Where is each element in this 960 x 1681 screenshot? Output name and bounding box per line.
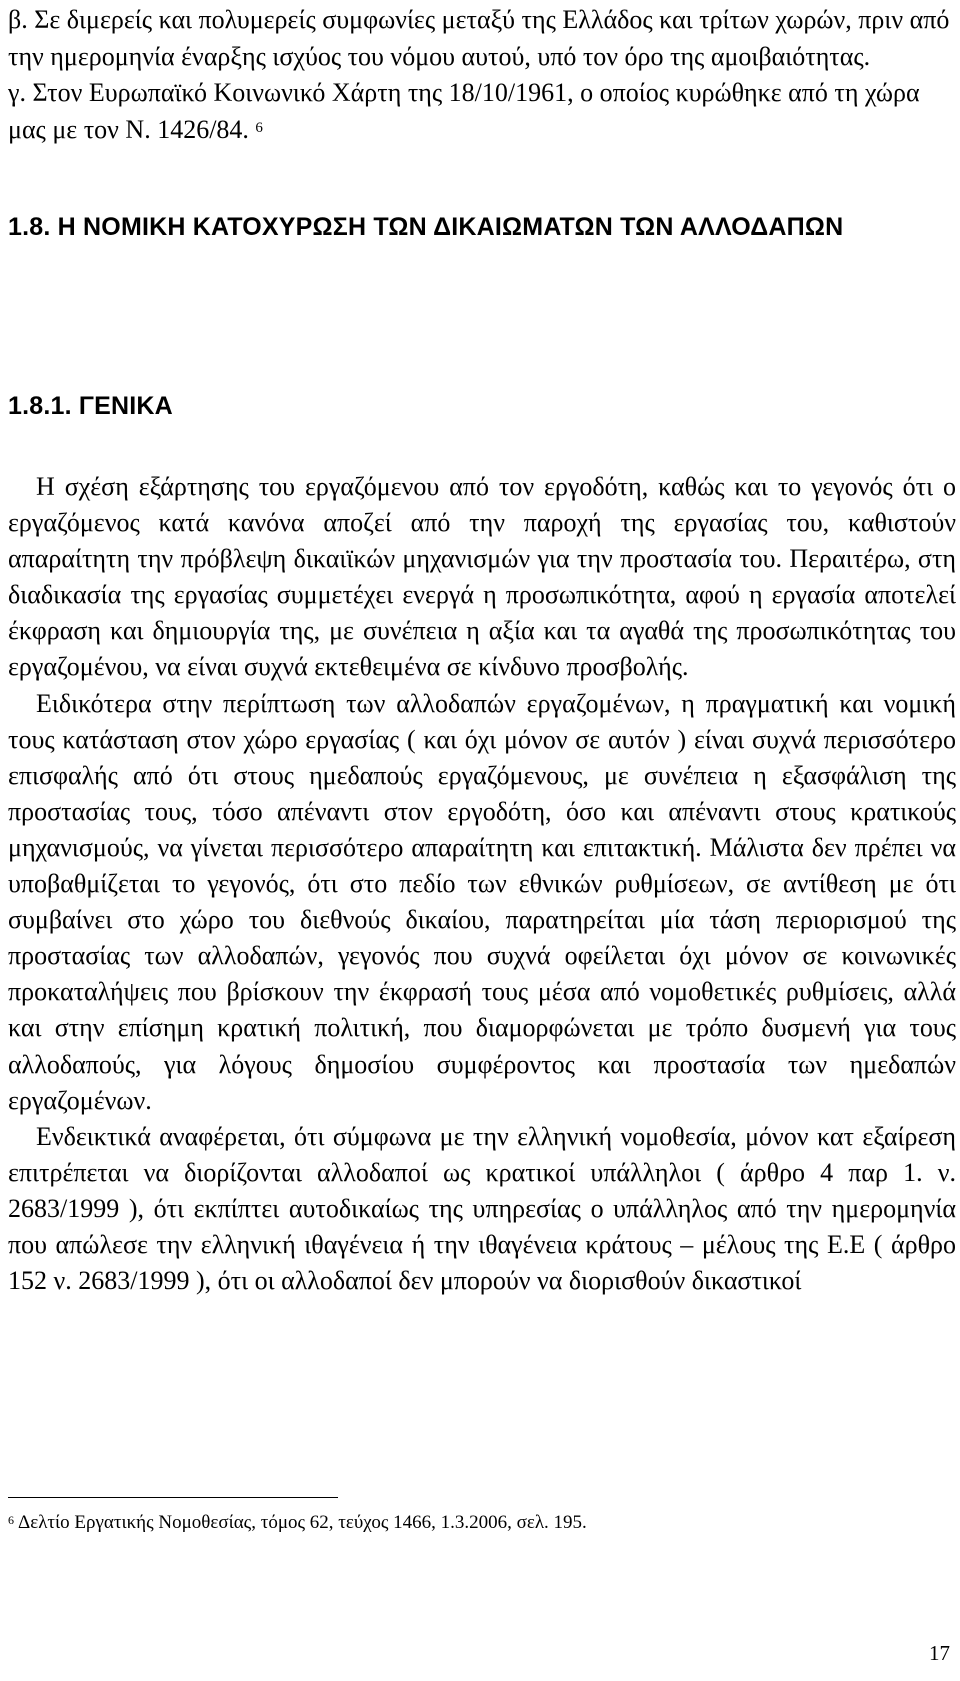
list-block — [8, 0, 956, 148]
subsection-heading: 1.8.1. ΓΕΝΙΚΑ — [8, 392, 173, 420]
list-item-c-text: γ. Στον Ευρωπαϊκό Κοινωνικό Χάρτη της 18/10/1961, ο οποίος κυρώθηκε από τη χώρα μας με τον Ν. 1426/84. — [8, 78, 920, 144]
document-page — [8, 0, 956, 1665]
paragraph-1: Η σχέση εξάρτησης του εργαζόμενου από τον εργοδότη, καθώς και το γεγονός ότι ο εργαζόμενος κατά κανόνα αποζεί από την παροχή της εργασίας του, καθιστούν απαραίτητη την πρόβλεψη δικαιϊκών μηχανισμών για την προστασία του. Περαιτέρω, στη διαδικασία της εργασίας συμμετέχει ενεργά η προσωπικότητα, αφού η εργασία αποτελεί έκφραση και δημιουργία της, με συνέπεια η αξία και τα αγαθά της προσωπικότητας του εργαζομένου, να είναι συχνά εκτεθειμένα σε κίνδυνο προσβολής. — [8, 472, 956, 682]
footnote-divider — [8, 1497, 338, 1498]
footnote — [8, 1510, 587, 1536]
page-number: 17 — [929, 1641, 950, 1665]
body-text — [8, 469, 956, 1299]
footnote-reference[interactable]: 6 — [255, 119, 263, 136]
paragraph-3: Ενδεικτικά αναφέρεται, ότι σύμφωνα με την ελληνική νομοθεσία, μόνον κατ εξαίρεση επιτρέπεται να διορίζονται αλλοδαποί ως κρατικοί υπάλληλοι ( άρθρο 4 παρ 1. ν. 2683/1999 ), ότι εκπίπτει αυτοδικαίως της υπηρεσίας ο υπάλληλος από την ημερομηνία που απώλεσε την ελληνική ιθαγένεια ή την ιθαγένεια κράτους – μέλους της Ε.Ε ( άρθρο 152 ν. 2683/1999 ), ότι οι αλλοδαποί δεν μπορούν να διορισθούν δικαστικοί — [8, 1121, 956, 1296]
footnote-text: Δελτίο Εργατικής Νομοθεσίας, τόμος 62, τεύχος 1466, 1.3.2006, σελ. 195. — [18, 1512, 587, 1533]
section-heading: 1.8. Η ΝΟΜΙΚΗ ΚΑΤΟΧΥΡΩΣΗ ΤΩΝ ΔΙΚΑΙΩΜΑΤΩΝ ΤΩΝ ΑΛΛΟΔΑΠΩΝ — [8, 213, 844, 241]
list-item-b-text: β. Σε διμερείς και πολυμερείς συμφωνίες μεταξύ της Ελλάδος και τρίτων χωρών, πριν από την ημερομηνία έναρξης ισχύος του νόμου αυτού, υπό τον όρο της αμοιβαιότητας. — [8, 5, 950, 71]
list-item-b — [8, 2, 956, 75]
list-item-c — [8, 75, 956, 148]
footnote-number: 6 — [8, 1513, 14, 1527]
paragraph-2: Ειδικότερα στην περίπτωση των αλλοδαπών εργαζομένων, η πραγματική και νομική τους κατάσταση στον χώρο εργασίας ( και όχι μόνον σε αυτόν ) είναι συχνά περισσότερο επισφαλής από ότι στους ημεδαπούς εργαζόμενους, με συνέπεια η εξασφάλιση της προστασίας τους, τόσο απέναντι στον εργοδότη, όσο και απέναντι στους κρατικούς μηχανισμούς, να γίνεται περισσότερο απαραίτητη και επιτακτική. Μάλιστα δεν πρέπει να υποβαθμίζεται το γεγονός, ότι στο πεδίο των εθνικών ρυθμίσεων, σε αντίθεση με ότι συμβαίνει στο χώρο του διεθνούς δικαίου, παρατηρείται μία τάση περιορισμού της προστασίας των αλλοδαπών, γεγονός που συχνά οφείλεται όχι μόνον σε κοινωνικές προκαταλήψεις που βρίσκουν την έκφρασή τους μέσα από νομοθετικές ρυθμίσεις, αλλά και στην επίσημη κρατική πολιτική, που διαμορφώνεται με τρόπο δυσμενή για τους αλλοδαπούς, για λόγους δημοσίου συμφέροντος και προστασία των ημεδαπών εργαζομένων. — [8, 688, 956, 1115]
